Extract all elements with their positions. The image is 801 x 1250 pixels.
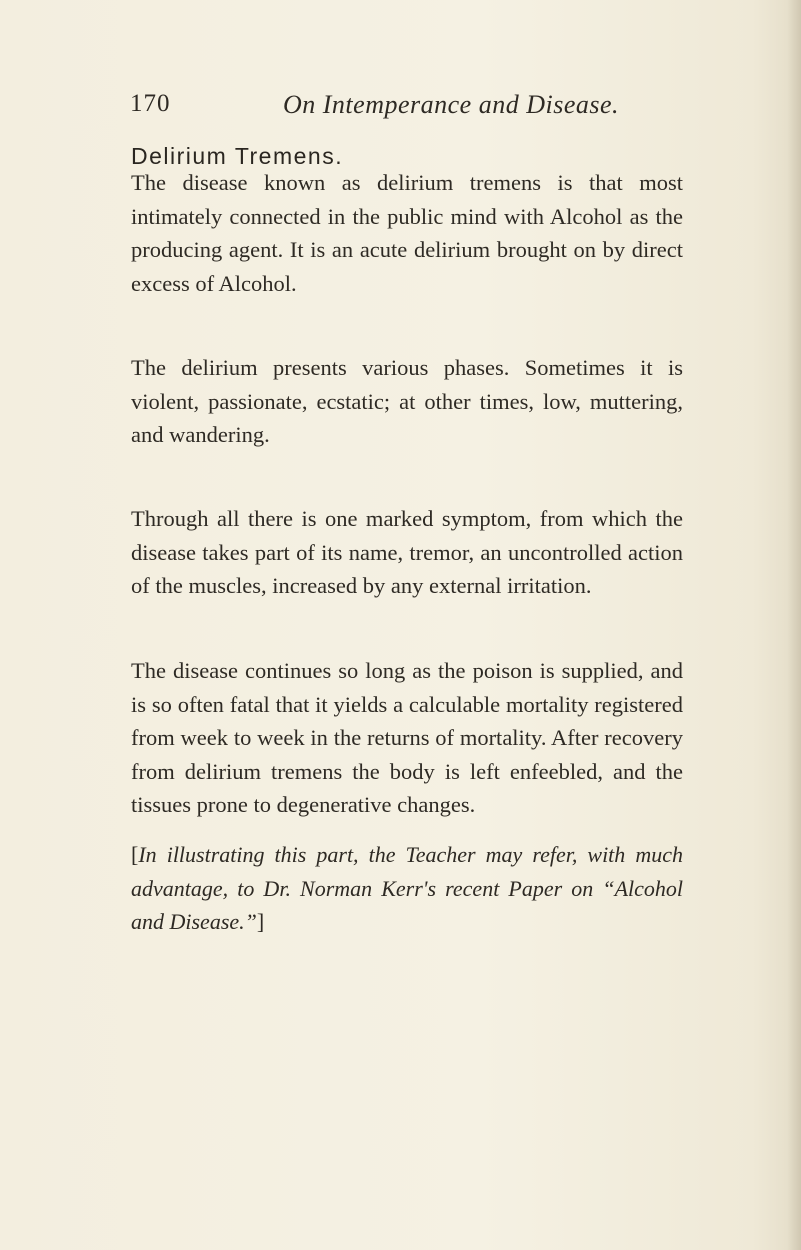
running-title: On Intemperance and Disease. bbox=[283, 90, 620, 119]
section-heading: Delirium Tremens. bbox=[131, 143, 344, 169]
teacher-note bbox=[131, 838, 683, 939]
note-text: In illustrating this part, the Teacher may refer, with much advantage, to Dr. Norman Kerr's recent Paper on “Alcohol and Disease.” bbox=[131, 842, 683, 934]
paragraph-1: The disease known as delirium tremens is that most intimately connected in the public mind with Alcohol as the producing agent. It is an acute delirium brought on by direct excess of Alcohol. bbox=[131, 170, 683, 296]
paragraph-3: Through all there is one marked symptom, from which the disease takes part of its name, tremor, an uncontrolled action of the muscles, increased by any external irritation. bbox=[131, 506, 683, 598]
paragraph-4: The disease continues so long as the poison is supplied, and is so often fatal that it yields a calculable mortality registered from week to week in the returns of mortality. After recovery from delirium tremens the body is left enfeebled, and the tissues prone to degenerative changes. bbox=[131, 658, 683, 817]
page-number: 170 bbox=[130, 90, 171, 117]
note-close-bracket: ] bbox=[256, 909, 265, 934]
note-open-bracket: [ bbox=[131, 842, 139, 867]
page-edge-shadow bbox=[787, 0, 801, 1250]
running-head bbox=[130, 90, 690, 130]
paragraph-2: The delirium presents various phases. Sometimes it is violent, passionate, ecstatic; at other times, low, muttering, and wandering. bbox=[131, 355, 683, 447]
